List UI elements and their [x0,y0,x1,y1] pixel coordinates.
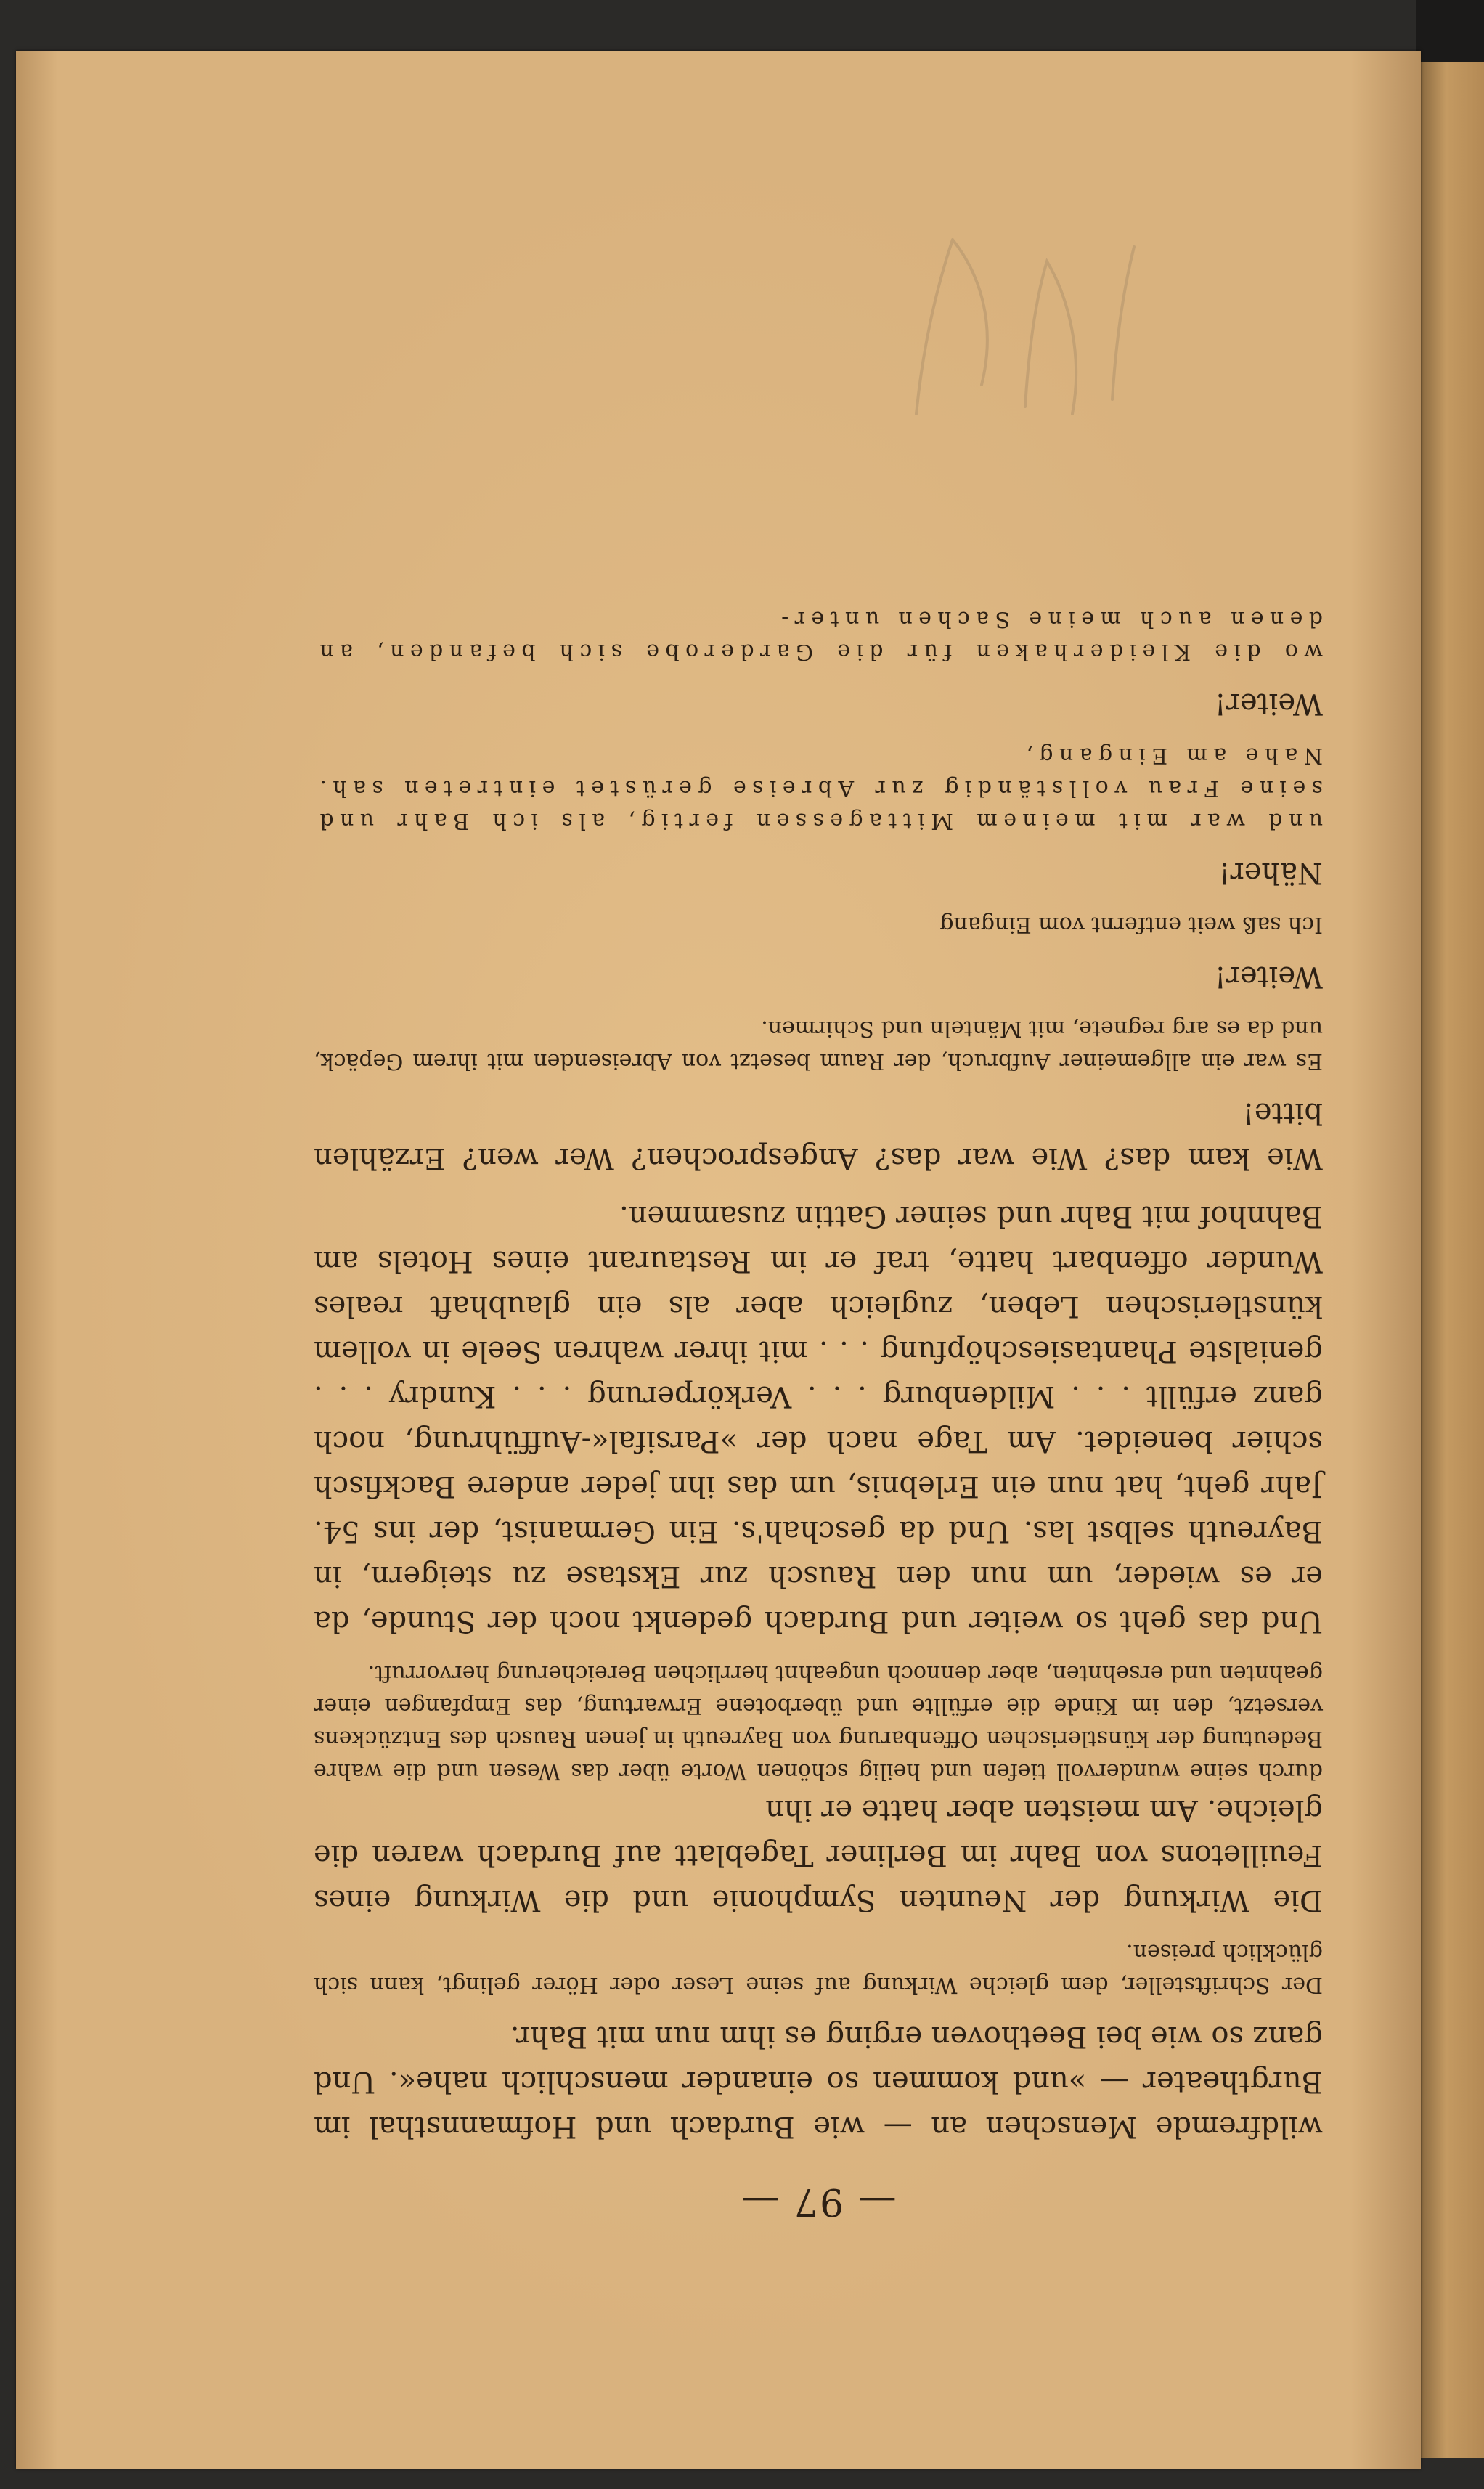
paragraph-1: wildfremde Menschen an — wie Burdach und Hofmannsthal im Burgtheater — »und kommen so einander menschlich nahe«. Und ganz so wie bei Beethoven erging es ihm nun mit Bahr. [314,2020,1323,2143]
paragraph-12: Weiter! [1214,687,1323,720]
paragraph-3: Die Wirkung der Neunten Symphonie und die Wirkung eines Feuilletons von Bahr im Berliner Tageblatt auf Burdach waren die gleiche. Am meisten aber hatte er ihn [314,1793,1323,1917]
page-number: — 97 — [740,2180,897,2223]
binding-strip [1416,0,1484,65]
pencil-mark-icon [873,196,1178,457]
paragraph-5: Und das geht so weiter und Burdach gedenkt noch der Stunde, da er es wieder, um nun den Rausch zur Ekstase zu steigern, in Bayreuth selbst las. Und da geschah's. Ein Germanist, der ins 54. Jahr geht, hat nun ein Erlebnis, um das ihn jeder andere Backfisch schier beneidet. Am Tage nach der »Parsifal«-Aufführung, noch ganz erfüllt . . . Mildenburg . . . Verkörperung . . . Kundry . . . genialste Phantasieschöpfung . . . mit ihrer wahren Seele in vollem künstlerischen Leben, zugleich aber als ein glaubhaft reales Wunder offenbart hatte, traf er im Restaurant eines Hotels am Bahnhof mit Bahr und seiner Gattin zusammen. [314,1199,1323,1638]
paragraph-10: Näher! [1218,856,1323,889]
rotated-text-block [314,603,1323,2223]
paragraph-7: Es war ein allgemeiner Aufbruch, der Raum besetzt von Abreisenden mit ihrem Gepäck, und da es arg regnete, mit Mänteln und Schirmen. [314,1016,1323,1074]
paragraph-13: wo die Kleiderhaken für die Garderobe sich befanden, an denen auch meine Sachen unter- [314,606,1323,664]
book-page [16,51,1421,2469]
paragraph-4: durch seine wundervoll tiefen und heilig schönen Worte über das Wesen und die wahre Bedeutung der künstlerischen Offenbarung von Bayreuth in jenen Rausch des Entzückens versetzt, den im Kinde die erfüllte und überbotene Erwartung, das Empfangen einer geahnten und ersehnten, aber dennoch ungeahnt herrlichen Bereicherung hervorruft. [314,1661,1323,1784]
paragraph-2: Der Schriftsteller, dem gleiche Wirkung auf seine Leser oder Hörer gelingt, kann sich glücklich preisen. [314,1939,1323,1997]
paragraph-6: Wie kam das? Wie war das? Angesprochen? Wer wen? Erzählen bitte! [314,1096,1323,1175]
paragraph-9: Ich saß weit entfernt vom Eingang [939,912,1323,937]
paragraph-8: Weiter! [1214,960,1323,993]
paragraph-11: und war mit meinem Mittagessen fertig, als ich Bahr und seine Frau vollständig zur Abreise gerüstet eintreten sah. Nahe am Eingang, [314,743,1323,834]
adjacent-page-edge [1421,62,1484,2458]
